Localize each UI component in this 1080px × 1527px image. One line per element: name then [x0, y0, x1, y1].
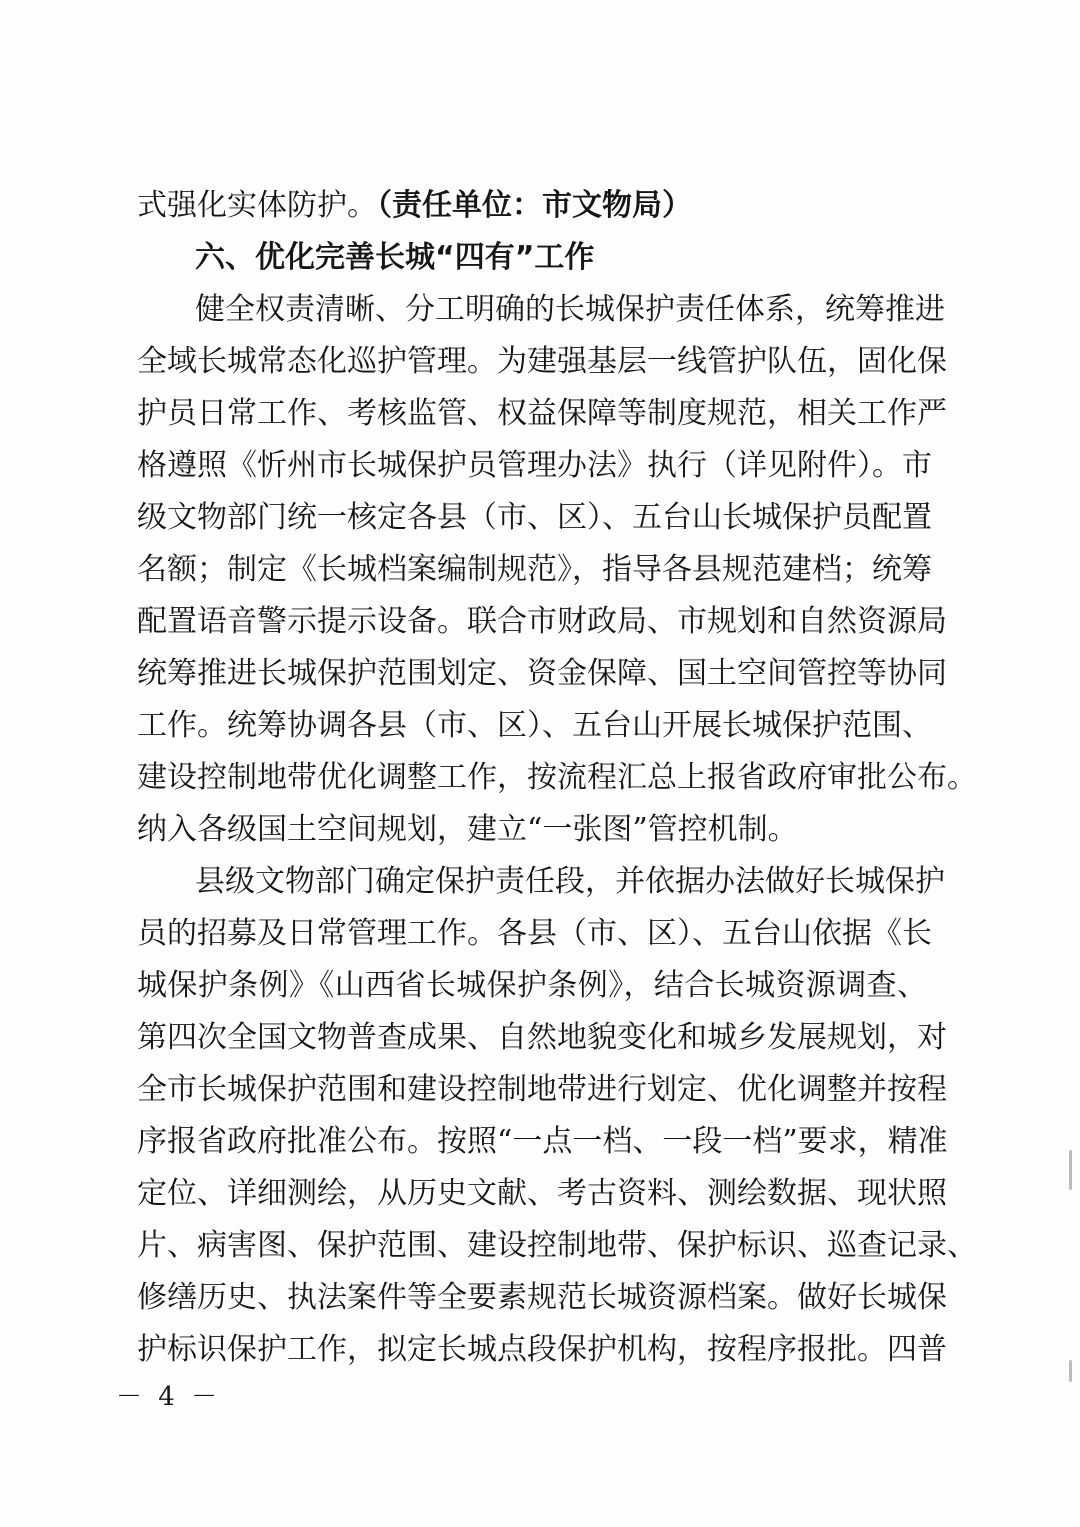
scan-edge-mark [1069, 1360, 1072, 1382]
paragraph2-line: 护标识保护工作，拟定长城点段保护机构，按程序报批。四普 [137, 1332, 947, 1367]
paragraph1-line: 配置语音警示提示设备。联合市财政局、市规划和自然资源局 [137, 604, 947, 639]
paragraph1-line: 纳入各级国土空间规划，建立“一张图”管控机制。 [137, 812, 798, 847]
paragraph2-line: 修缮历史、执法案件等全要素规范长城资源档案。做好长城保 [137, 1280, 947, 1315]
responsibility-unit: （责任单位：市文物局） [377, 188, 692, 223]
paragraph1-line: 建设控制地带优化调整工作，按流程汇总上报省政府审批公布。 [137, 760, 977, 795]
paragraph1-line: 级文物部门统一核定各县（市、区）、五台山长城保护员配置 [137, 500, 932, 535]
paragraph1-line: 全域长城常态化巡护管理。为建强基层一线管护队伍，固化保 [137, 344, 947, 379]
section-heading: 六、优化完善长城“四有”工作 [195, 240, 595, 275]
continuation-line [137, 180, 927, 232]
paragraph2-line: 第四次全国文物普查成果、自然地貌变化和城乡发展规划，对 [137, 1020, 947, 1055]
paragraph2-line: 序报省政府批准公布。按照“一点一档、一段一档”要求，精准 [137, 1124, 948, 1159]
paragraph2-line: 县级文物部门确定保护责任段，并依据办法做好长城保护 [195, 864, 945, 899]
paragraph2-line: 片、病害图、保护范围、建设控制地带、保护标识、巡查记录、 [137, 1228, 977, 1263]
paragraph2-line: 全市长城保护范围和建设控制地带进行划定、优化调整并按程 [137, 1072, 947, 1107]
scan-edge-mark [1069, 1150, 1072, 1190]
paragraph1-line: 护员日常工作、考核监管、权益保障等制度规范，相关工作严 [137, 396, 947, 431]
continuation-text: 式强化实体防护。 [137, 188, 377, 223]
paragraph2-line: 员的招募及日常管理工作。各县（市、区）、五台山依据《长 [137, 916, 932, 951]
document-body [137, 180, 977, 1376]
paragraph1-line: 名额；制定《长城档案编制规范》，指导各县规范建档；统筹 [137, 552, 932, 587]
paragraph2-line: 定位、详细测绘，从历史文献、考古资料、测绘数据、现状照 [137, 1176, 947, 1211]
page-number: － 4 － [116, 1382, 222, 1412]
paragraph1-line: 格遵照《忻州市长城保护员管理办法》执行（详见附件）。市 [137, 448, 932, 483]
paragraph1-line: 健全权责清晰、分工明确的长城保护责任体系，统筹推进 [195, 292, 945, 327]
paragraph1-line: 工作。统筹协调各县（市、区）、五台山开展长城保护范围、 [137, 708, 932, 743]
paragraph2-line: 城保护条例》《山西省长城保护条例》，结合长城资源调查、 [137, 968, 927, 1003]
paragraph1-line: 统筹推进长城保护范围划定、资金保障、国土空间管控等协同 [137, 656, 947, 691]
